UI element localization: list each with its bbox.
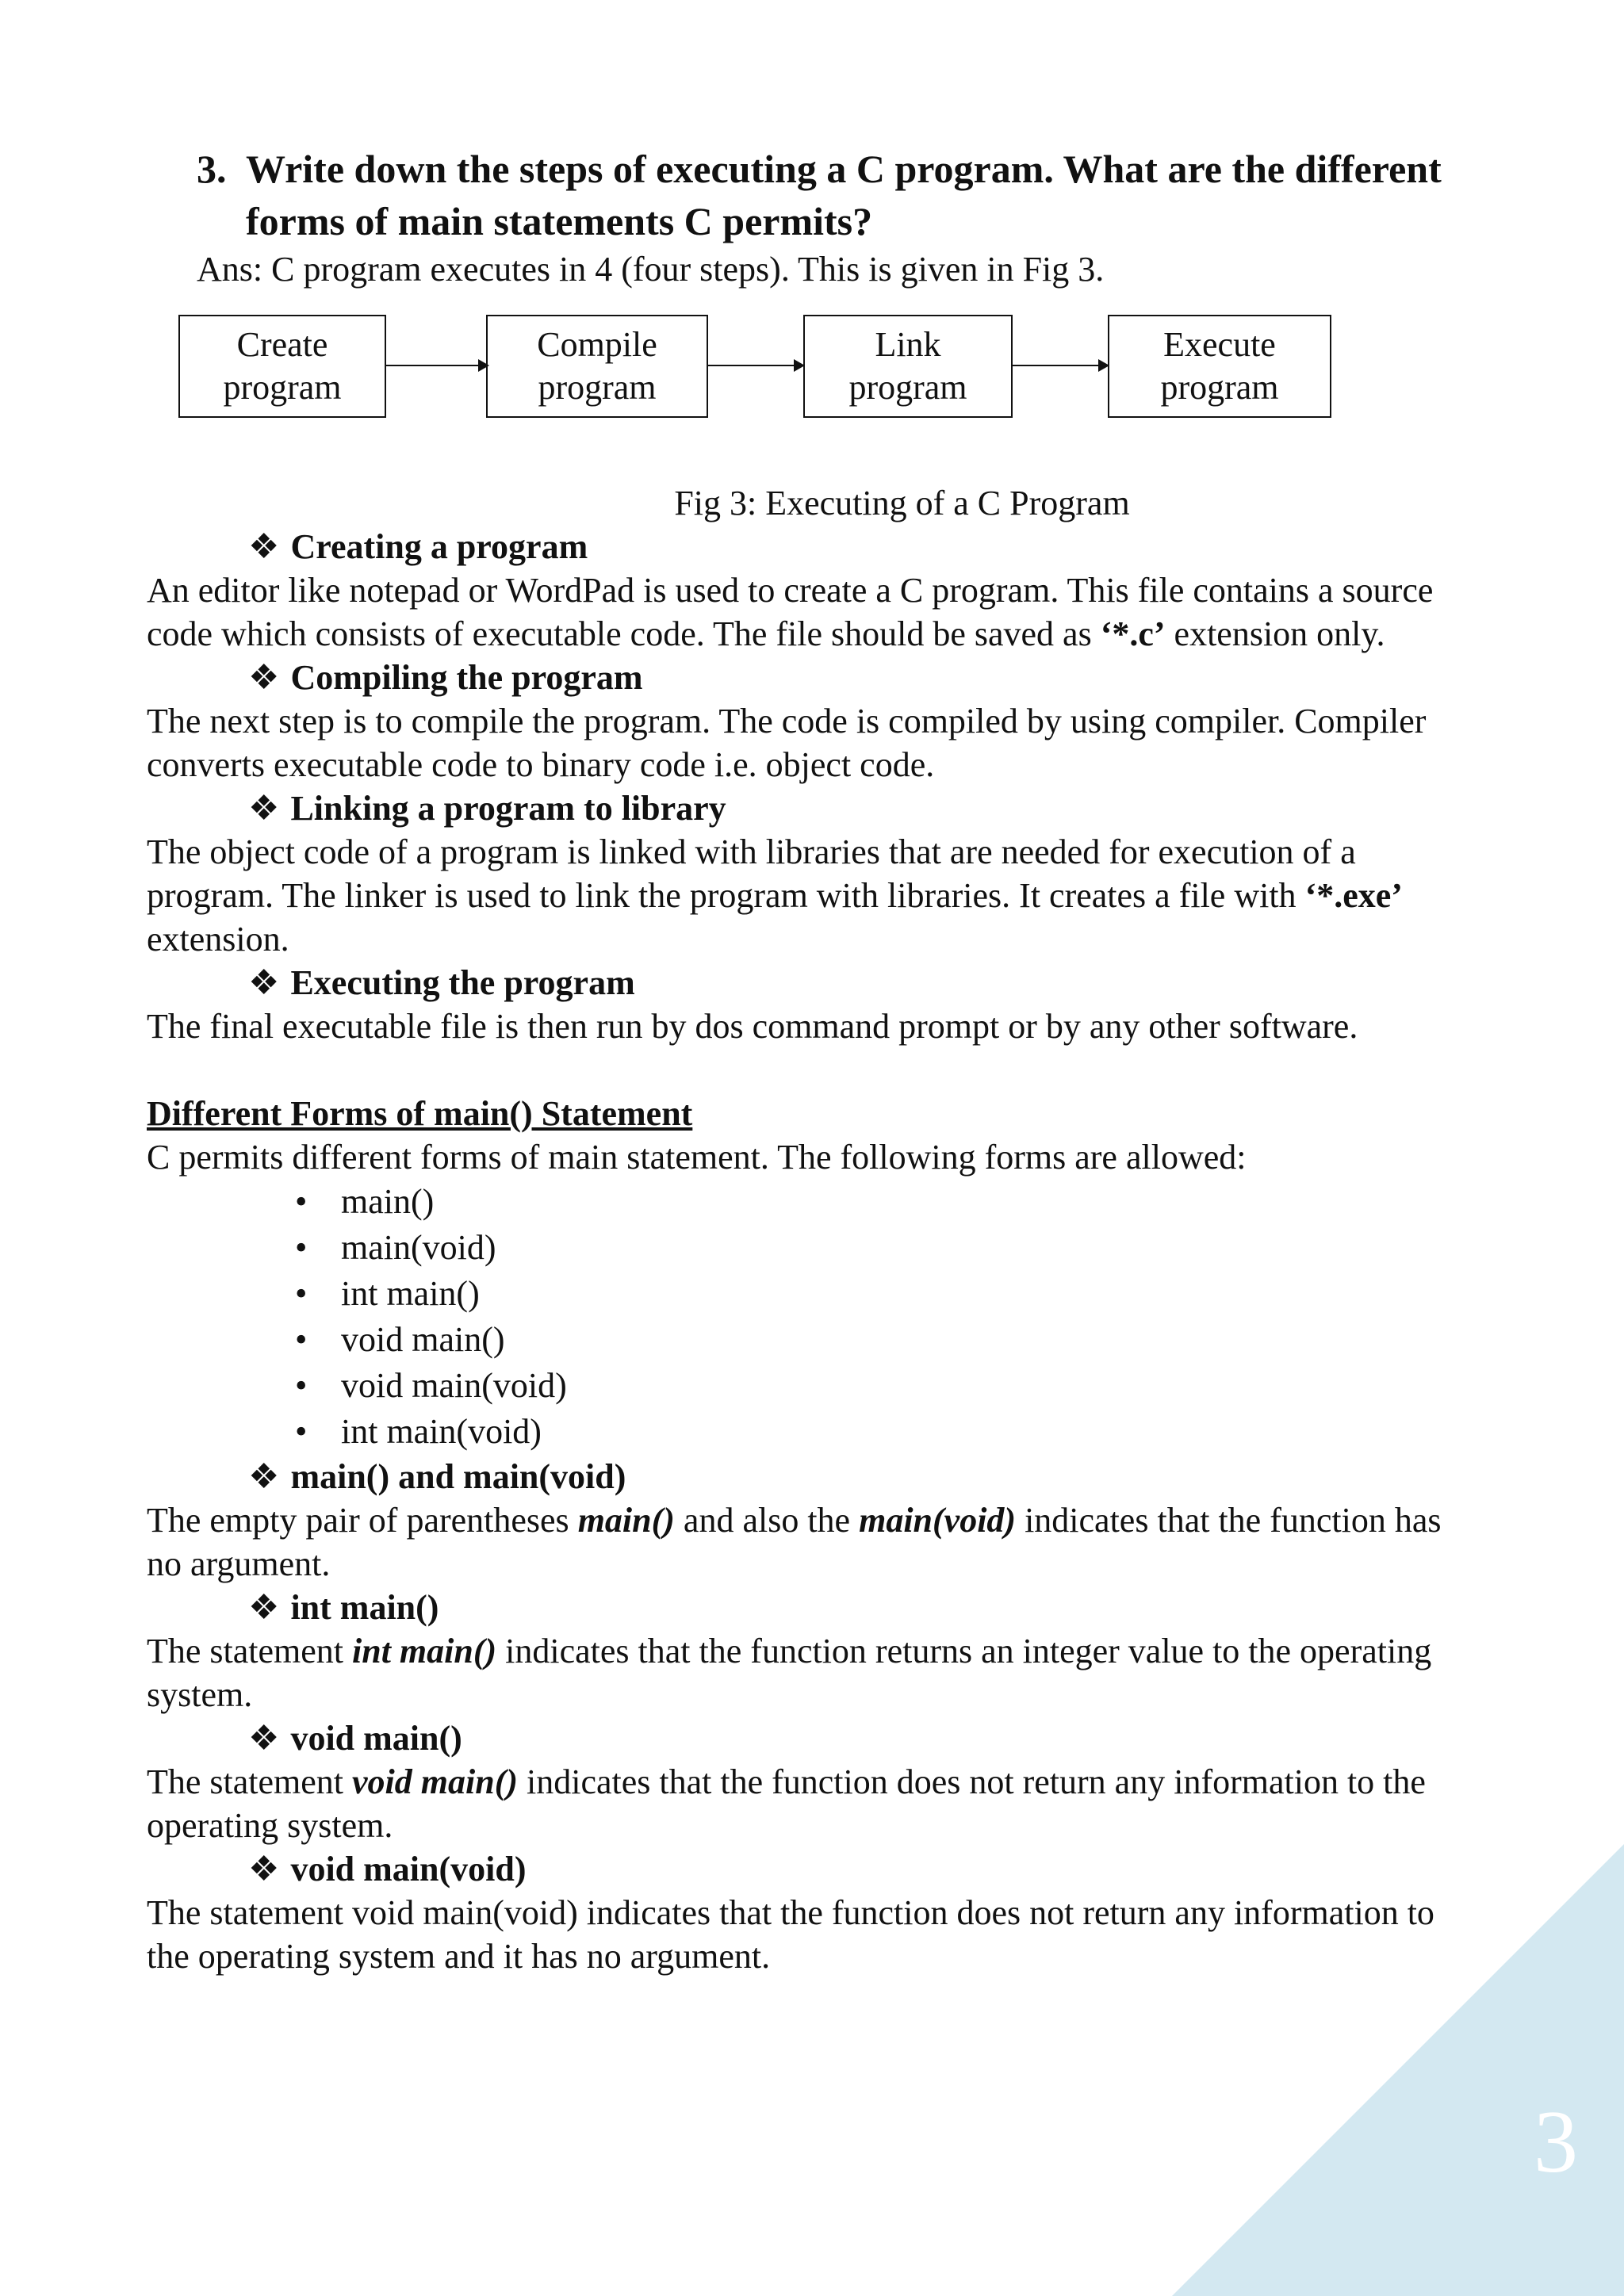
four-diamond-icon: ❖ [248,963,280,1002]
four-diamond-icon: ❖ [248,658,280,697]
figure-caption: Fig 3: Executing of a C Program [674,484,1130,522]
answer-intro: Ans: C program executes in 4 (four steps). This is given in Fig 3. [197,250,1105,289]
flow-arrow [386,365,488,366]
four-diamond-icon: ❖ [248,1588,280,1627]
page-number: 3 [1534,2093,1578,2191]
four-diamond-icon: ❖ [248,1850,280,1888]
question-title [147,143,1483,247]
four-diamond-icon: ❖ [248,1457,280,1496]
flow-arrow [1013,365,1108,366]
list-item: • void main() [295,1317,1483,1363]
list-item: • void main(void) [295,1363,1483,1409]
step-heading: ❖ Linking a program to library [248,789,726,828]
list-item: • int main() [295,1271,1483,1317]
step-text: The final executable file is then run by dos command prompt or by any other software. [147,1007,1358,1046]
flow-box-link: Link program [803,315,1013,418]
dot-icon: • [295,1412,308,1451]
dot-icon: • [295,1320,308,1359]
list-item: • main(void) [295,1225,1483,1271]
explanation-heading: ❖ void main(void) [248,1850,527,1888]
step-text: The object code of a program is linked with libraries that are needed for execution of a program. The linker is used to link the program with libraries. It creates a file with ‘*.exe’ extension. [147,832,1403,959]
explanation-heading: ❖ int main() [248,1588,439,1627]
dot-icon: • [295,1366,308,1405]
step-text: An editor like notepad or WordPad is used to create a C program. This file contains a source code which consists of executable code. The file should be saved as ‘*.c’ extension only. [147,571,1434,653]
flow-box-compile: Compile program [486,315,708,418]
dot-icon: • [295,1228,308,1267]
question-number: 3. [197,147,227,191]
flow-box-execute: Execute program [1108,315,1331,418]
explanation-heading: ❖ main() and main(void) [248,1457,626,1496]
four-diamond-icon: ❖ [248,789,280,828]
dot-icon: • [295,1182,308,1221]
step-heading: ❖ Creating a program [248,527,588,566]
section-intro: C permits different forms of main statement. The following forms are allowed: [147,1138,1247,1177]
section-heading: Different Forms of main() Statement [147,1094,693,1133]
question-text: Write down the steps of executing a C program. What are the different forms of main statements C permits? [246,147,1442,243]
four-diamond-icon: ❖ [248,527,280,566]
dot-icon: • [295,1274,308,1313]
explanation-text: The statement void main(void) indicates that the function does not return any information to the operating system and it has no argument. [147,1893,1434,1976]
explanation-text: The empty pair of parentheses main() and also the main(void) indicates that the function has no argument. [147,1501,1442,1583]
four-diamond-icon: ❖ [248,1719,280,1758]
flow-arrow [708,365,803,366]
page-content [147,143,1483,1978]
explanation-text: The statement void main() indicates that the function does not return any information to the operating system. [147,1762,1426,1845]
list-item: • main() [295,1179,1483,1225]
flow-box-create: Create program [178,315,386,418]
flow-diagram [147,315,1483,434]
list-item: • int main(void) [295,1409,1483,1455]
step-heading: ❖ Executing the program [248,963,635,1002]
step-text: The next step is to compile the program. The code is compiled by using compiler. Compiler converts executable code to binary code i.e. object code. [147,702,1427,784]
step-heading: ❖ Compiling the program [248,658,643,697]
explanation-heading: ❖ void main() [248,1719,462,1758]
forms-list [147,1179,1483,1455]
explanation-text: The statement int main() indicates that the function returns an integer value to the operating system. [147,1632,1432,1714]
